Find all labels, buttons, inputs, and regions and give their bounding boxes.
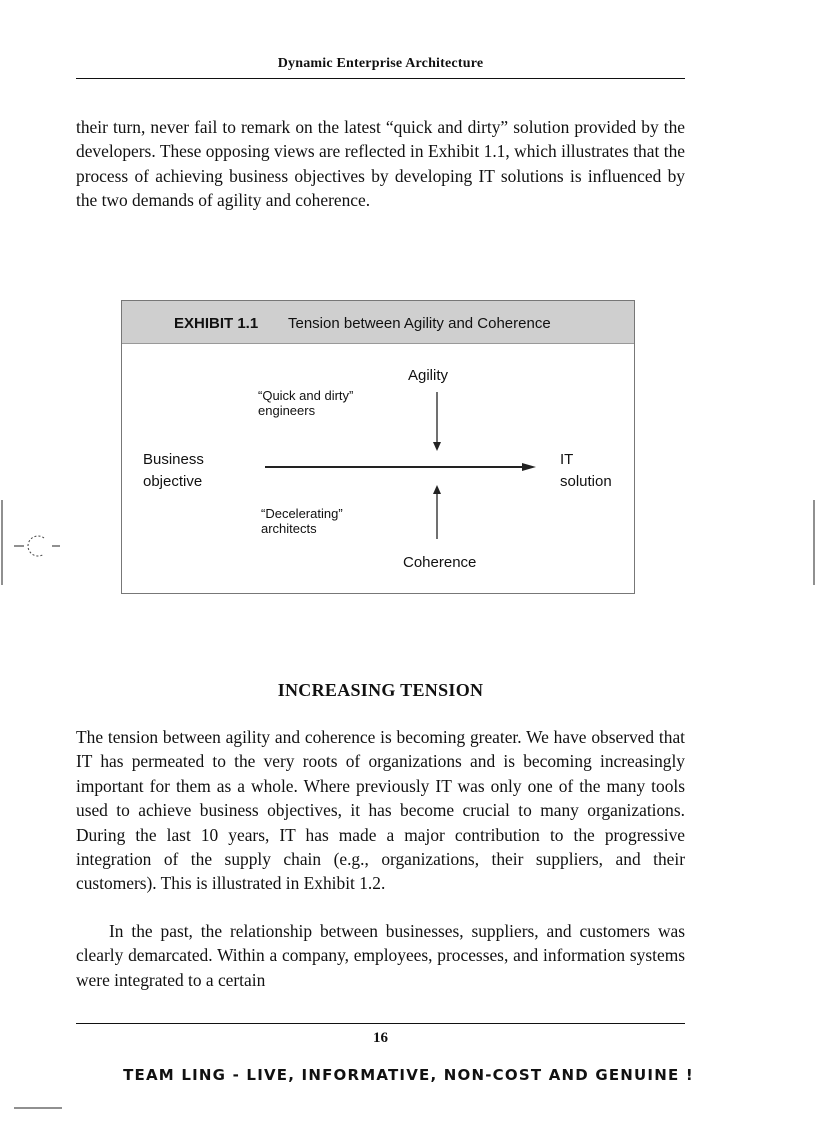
crop-mark-bottom-icon: [0, 1100, 70, 1120]
it-solution-label: IT solution: [560, 451, 612, 490]
exhibit-figure: [121, 300, 635, 594]
business-objective-label: Business objective: [143, 451, 204, 490]
running-header-title: Dynamic Enterprise Architecture: [277, 56, 484, 71]
crop-mark-icon: [0, 500, 70, 585]
header-rule: [76, 78, 685, 79]
body-paragraph-1: their turn, never fail to remark on the latest “quick and dirty” solution provided by the developers. These opposing views are reflected in Exhibit 1.1, which illustrates that the process of achieving business objectives by developing IT solutions is influenced by the two demands of agility and coherence.: [76, 117, 685, 211]
agility-label: Agility: [408, 367, 449, 384]
exhibit-arrows: [122, 301, 636, 595]
coherence-label: Coherence: [403, 554, 477, 571]
up-arrow-icon: [433, 485, 441, 539]
down-arrow-icon: [433, 392, 441, 451]
exhibit-title: Tension between Agility and Coherence: [288, 315, 551, 332]
body-paragraph-3: In the past, the relationship between businesses, suppliers, and customers was clearly demarcated. Within a company, employees, processes, and information systems were integrated to a certain: [76, 921, 685, 990]
crop-mark-right-icon: [808, 500, 816, 585]
right-arrow-icon: [265, 463, 536, 471]
section-heading: INCREASING TENSION: [277, 680, 484, 700]
exhibit-label: EXHIBIT 1.1: [174, 315, 259, 332]
page-number: 16: [373, 1030, 388, 1046]
quick-dirty-engineers-label: “Quick and dirty” engineers: [258, 388, 354, 418]
watermark-text: TEAM LING - LIVE, INFORMATIVE, NON-COST AND GENUINE !: [123, 1066, 694, 1084]
decelerating-architects-label: “Decelerating” architects: [261, 506, 343, 536]
body-paragraph-2: The tension between agility and coherence is becoming greater. We have observed that IT has permeated to the very roots of organizations and is becoming increasingly important for them as a whole. Where previously IT was only one of the many tools used to achieve business objectives, it has become crucial to many organizations. During the last 10 years, IT has made a major contribution to the progressive integration of the supply chain (e.g., organizations, their suppliers, and their customers). This is illustrated in Exhibit 1.2.: [76, 727, 685, 894]
footer-rule: [76, 1023, 685, 1024]
